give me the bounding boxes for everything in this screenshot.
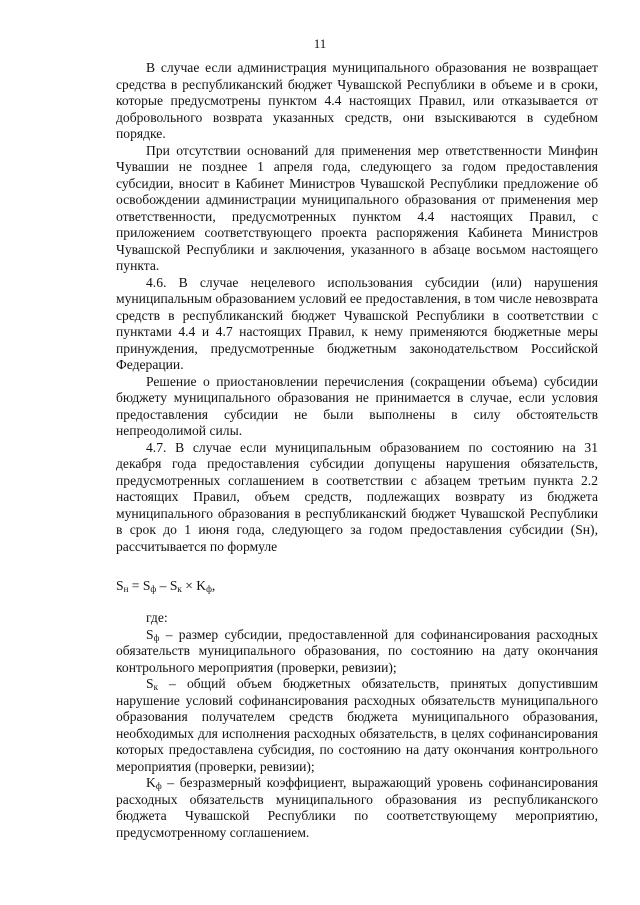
paragraph-suspension-decision: Решение о приостановлении перечисления (сокращении объема) субсидии бюджету муниципального образования не принимается в случае, если условия предоставления субсидии не были выполнены в силу обстоятельств непреодолимой силы. [116,373,598,438]
paragraph-4-7: 4.7. В случае если муниципальным образованием по состоянию на 31 декабря года предоставления субсидии допущены нарушения обязательств, предусмотренных соглашением в соответствии с абзацем третьим пункта 2.2 настоящих Правил, объем средств, подлежащих возврату из бюджета муниципального образования в республиканский бюджет Чувашской Республики в срок до 1 июня года, следующего за годом предоставления субсидии (Sн), рассчитывается по формуле [116,439,598,554]
where-label: где: [146,610,168,625]
paragraph-exemption: При отсутствии оснований для применения мер ответственности Минфин Чувашии не позднее 1 апреля года, следующего за годом предоставления субсидии, вносит в Кабинет Министров Чувашской Республики предложение об освобождении администрации муниципального образования от применения мер ответственности, предусмотренных пунктом 4.4 настоящих Правил, с приложением соответствующего проекта распоряжения Кабинета Министров Чувашской Республики и заключения, указанного в абзаце восьмом настоящего пункта. [116,142,598,273]
formula: $S_н = S_ф - S_к \times K_ф$, [116,578,216,594]
document-body [116,60,598,841]
paragraph-return-funds: В случае если администрация муниципального образования не возвращает средства в республиканский бюджет Чувашской Республики в объеме и в сроки, которые предусмотрены пунктом 4.4 настоящих Правил, или отказывается от добровольного возврата указанных средств, они взыскиваются в судебном порядке. [116,60,598,141]
paragraph-4-6: 4.6. В случае нецелевого использования субсидии (или) нарушения муниципальным образованием условий ее предоставления, в том числе невозврата средств в республиканский бюджет Чувашской Республики в соответствии с пунктами 4.4 и 4.7 настоящих Правил, к нему применяются бюджетные меры принуждения, предусмотренные бюджетным законодательством Российской Федерации. [116,274,598,372]
definition-sk: $S_к$ – общий объем бюджетных обязательств, принятых допустившим нарушение условий софинансирования расходных обязательств муниципального образования получателем средств бюджета муниципального образования, необходимых для исполнения расходных обязательств, в целях софинансирования которых предоставлена субсидия, по состоянию на дату окончания контрольного мероприятия (проверки, ревизии); [116,676,598,774]
page-number: 11 [313,36,327,51]
definition-kf: $K_ф$ – безразмерный коэффициент, выражающий уровень софинансирования расходных обязательств муниципального образования из республиканского бюджета Чувашской Республики по соответствующему мероприятию, предусмотренному соглашением. [116,775,598,840]
definition-sf: $S_ф$ – размер субсидии, предоставленной для софинансирования расходных обязательств муниципального образования, по состоянию на дату окончания контрольного мероприятия (проверки, ревизии); [116,626,598,675]
